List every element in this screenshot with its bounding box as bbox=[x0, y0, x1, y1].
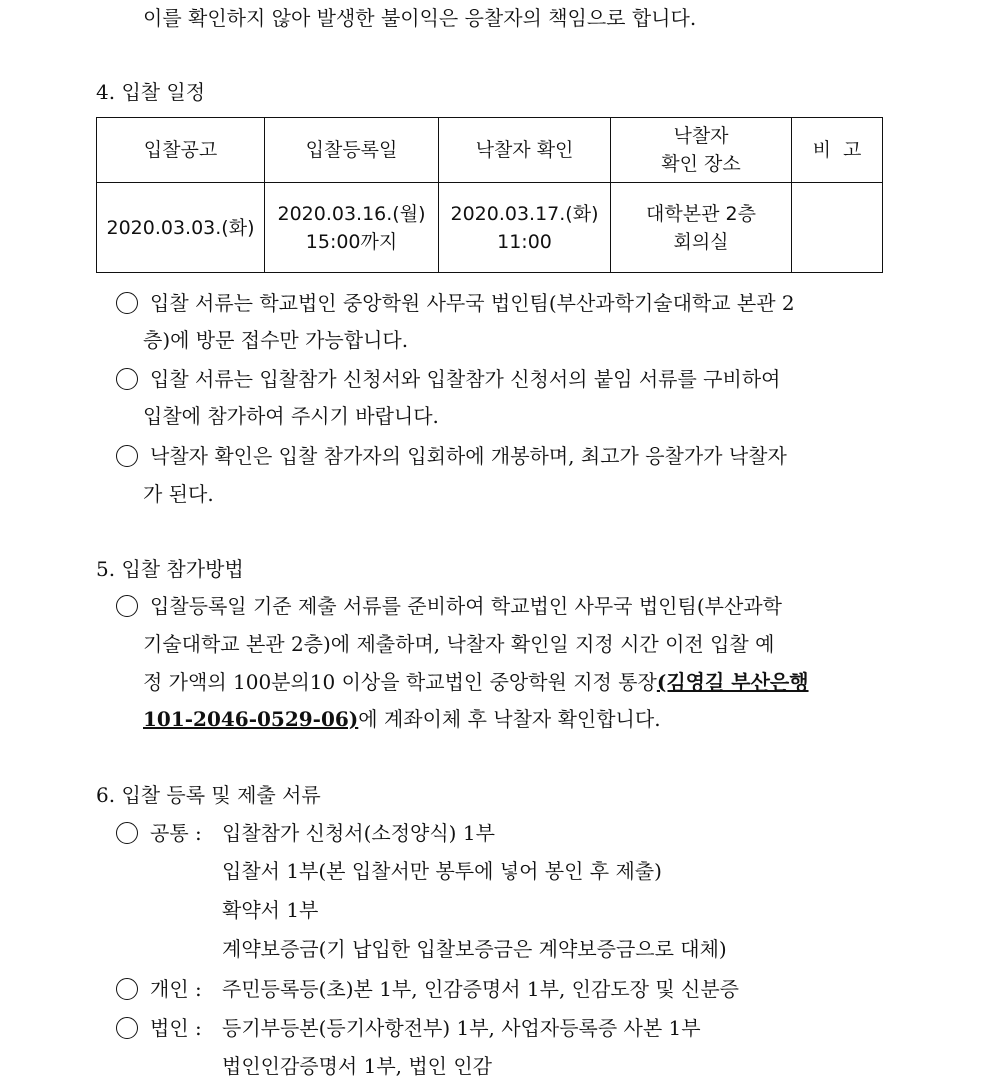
circle-bullet-icon bbox=[116, 368, 138, 390]
circle-bullet-icon bbox=[116, 822, 138, 844]
common-item-2: 입찰서 1부(본 입찰서만 봉투에 넣어 봉인 후 제출) bbox=[222, 859, 662, 883]
header-reg-date: 입찰등록일 bbox=[265, 118, 439, 183]
header-place bbox=[611, 118, 792, 183]
cell-place bbox=[611, 183, 792, 273]
header-place-line1: 낙찰자 bbox=[673, 125, 729, 147]
schedule-data-row bbox=[97, 183, 883, 273]
corp-item-2: 법인인감증명서 1부, 법인 인감 bbox=[222, 1054, 492, 1078]
header-notice: 입찰공고 bbox=[97, 118, 265, 183]
header-confirm: 낙찰자 확인 bbox=[439, 118, 611, 183]
common-item-1: 입찰참가 신청서(소정양식) 1부 bbox=[222, 821, 495, 845]
circle-bullet-icon bbox=[116, 445, 138, 467]
s4-bullet1-line2: 층)에 방문 접수만 가능합니다. bbox=[143, 328, 409, 352]
cell-reg-date-line1: 2020.03.16.(월) bbox=[277, 202, 426, 225]
circle-bullet-icon bbox=[116, 292, 138, 314]
cell-confirm-line2: 11:00 bbox=[497, 230, 552, 253]
circle-bullet-icon bbox=[116, 1017, 138, 1039]
intro-line: 이를 확인하지 않아 발생한 불이익은 응찰자의 책임으로 합니다. bbox=[143, 6, 697, 30]
schedule-table bbox=[96, 117, 883, 273]
section5-title: 5. 입찰 참가방법 bbox=[96, 557, 244, 581]
cell-notice: 2020.03.03.(화) bbox=[97, 183, 265, 273]
cell-reg-date-line2: 15:00까지 bbox=[305, 230, 398, 253]
common-item-3: 확약서 1부 bbox=[222, 898, 319, 922]
common-item-4: 계약보증금(기 납입한 입찰보증금은 계약보증금으로 대체) bbox=[222, 937, 727, 961]
s4-bullet2-line2: 입찰에 참가하여 주시기 바랍니다. bbox=[143, 404, 439, 428]
bank-account-number: 101-2046-0529-06) bbox=[143, 707, 359, 731]
s4-bullet2-line1: 입찰 서류는 입찰참가 신청서와 입찰참가 신청서의 붙임 서류를 구비하여 bbox=[150, 367, 781, 391]
cell-confirm-line1: 2020.03.17.(화) bbox=[450, 202, 599, 225]
cell-note bbox=[792, 183, 883, 273]
s5-line4-plain: 에 계좌이체 후 낙찰자 확인합니다. bbox=[358, 707, 661, 731]
s4-bullet1-line1: 입찰 서류는 학교법인 중앙학원 사무국 법인팀(부산과학기술대학교 본관 2 bbox=[150, 291, 795, 315]
circle-bullet-icon bbox=[116, 978, 138, 1000]
cell-confirm bbox=[439, 183, 611, 273]
section6-title: 6. 입찰 등록 및 제출 서류 bbox=[96, 783, 321, 807]
corp-item-1: 등기부등본(등기사항전부) 1부, 사업자등록증 사본 1부 bbox=[222, 1016, 701, 1040]
header-place-line2: 확인 장소 bbox=[661, 153, 741, 175]
schedule-header-row bbox=[97, 118, 883, 183]
cell-place-line1: 대학본관 2층 bbox=[646, 202, 756, 225]
s5-line3 bbox=[143, 670, 809, 694]
personal-item: 주민등록등(초)본 1부, 인감증명서 1부, 인감도장 및 신분증 bbox=[222, 977, 739, 1001]
common-label: 공통 : bbox=[150, 821, 202, 845]
cell-place-line2: 회의실 bbox=[673, 230, 729, 253]
s4-bullet3-line2: 가 된다. bbox=[143, 482, 214, 506]
header-note: 비 고 bbox=[792, 118, 883, 183]
s5-line2: 기술대학교 본관 2층)에 제출하며, 낙찰자 확인일 지정 시간 이전 입찰 예 bbox=[143, 632, 775, 656]
section4-title: 4. 입찰 일정 bbox=[96, 80, 206, 104]
s5-line4 bbox=[143, 707, 661, 731]
s5-line1: 입찰등록일 기준 제출 서류를 준비하여 학교법인 사무국 법인팀(부산과학 bbox=[150, 594, 782, 618]
cell-reg-date bbox=[265, 183, 439, 273]
circle-bullet-icon bbox=[116, 595, 138, 617]
s4-bullet3-line1: 낙찰자 확인은 입찰 참가자의 입회하에 개봉하며, 최고가 응찰가가 낙찰자 bbox=[150, 444, 787, 468]
corp-label: 법인 : bbox=[150, 1016, 202, 1040]
bank-account-name: (김영길 부산은행 bbox=[656, 670, 809, 694]
personal-label: 개인 : bbox=[150, 977, 202, 1001]
s5-line3-plain: 정 가액의 100분의10 이상을 학교법인 중앙학원 지정 통장 bbox=[143, 670, 657, 694]
